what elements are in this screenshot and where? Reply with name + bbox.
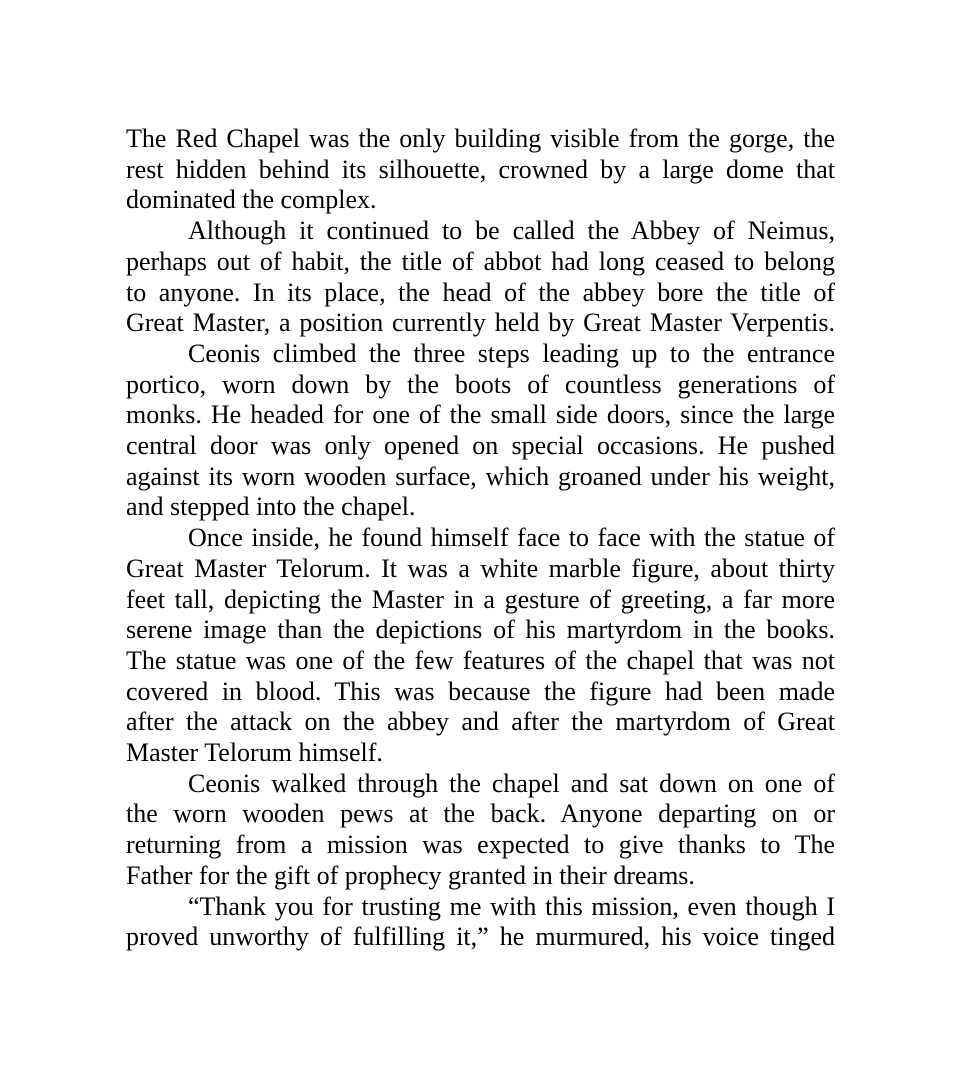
text-line: serene image than the depictions of his martyrdom in the books. — [126, 615, 835, 645]
paragraph — [126, 769, 835, 892]
text-line: rest hidden behind its silhouette, crowned by a large dome that — [126, 154, 835, 184]
text-line: “Thank you for trusting me with this mission, even though I — [188, 891, 835, 921]
text-line: Ceonis walked through the chapel and sat down on one of — [188, 768, 835, 798]
text-line: The statue was one of the few features of the chapel that was not — [126, 645, 835, 675]
paragraph — [126, 339, 835, 523]
text-line: monks. He headed for one of the small side doors, since the large — [126, 400, 835, 430]
text-line: to anyone. In its place, the head of the abbey bore the title of — [126, 277, 835, 307]
text-line: the worn wooden pews at the back. Anyone departing on or — [126, 799, 835, 829]
text-line: returning from a mission was expected to give thanks to The — [126, 830, 835, 860]
text-line: portico, worn down by the boots of countless generations of — [126, 369, 835, 399]
paragraph — [126, 523, 835, 769]
text-line: Once inside, he found himself face to face with the statue of — [188, 523, 835, 553]
text-line: feet tall, depicting the Master in a gesture of greeting, a far more — [126, 584, 835, 614]
paragraph — [126, 124, 835, 216]
text-line: covered in blood. This was because the figure had been made — [126, 676, 835, 706]
text-line: Master Telorum himself. — [126, 738, 383, 768]
text-line: The Red Chapel was the only building visible from the gorge, the — [126, 124, 835, 153]
text-line: after the attack on the abbey and after the martyrdom of Great — [126, 707, 835, 737]
text-line: Great Master Telorum. It was a white marble figure, about thirty — [126, 553, 835, 583]
text-line: Father for the gift of prophecy granted in their dreams. — [126, 860, 695, 890]
text-line: Ceonis climbed the three steps leading up to the entrance — [188, 338, 835, 368]
paragraph — [126, 216, 835, 339]
text-line: dominated the complex. — [126, 185, 377, 215]
paragraph — [126, 892, 835, 953]
text-line: central door was only opened on special occasions. He pushed — [126, 431, 835, 461]
text-line: against its worn wooden surface, which groaned under his weight, — [126, 461, 835, 491]
text-line: Although it continued to be called the Abbey of Neimus, — [188, 216, 835, 246]
text-line: proved unworthy of fulfilling it,” he murmured, his voice tinged — [126, 922, 835, 952]
text-line: Great Master, a position currently held by Great Master Verpentis. — [126, 308, 835, 338]
text-line: perhaps out of habit, the title of abbot had long ceased to belong — [126, 246, 835, 276]
text-line: and stepped into the chapel. — [126, 492, 416, 522]
